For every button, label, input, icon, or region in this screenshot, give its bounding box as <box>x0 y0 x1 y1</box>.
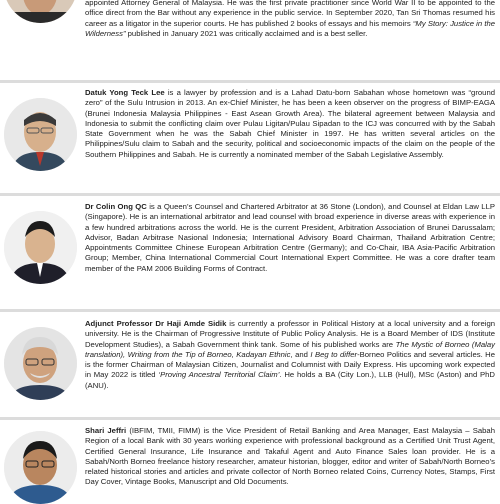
speaker-photo <box>4 431 77 504</box>
speaker-bio: Datuk Yong Teck Lee is a lawyer by profession and is a Lahad Datu-born Sabahan whose hometown was “ground zero” of the Sulu Intrusion in 2013. An ex-Chief Minister, he has been a keen observer on the progress of BIMP-EAGA (Brunei Indonesia Malaysia Philippines - East Asean Growth Area). The bilateral agreement between Malaysia and Indonesia to submit the conflicting claim over Pulau Ligitan/Pulau Sipadan to the ICJ was concurred with by the Sabah State Government when he was the Sabah Chief Minister in 1997. He has written several articles on the Philippines/Sulu claim to Sabah and the security, political and socioeconomic impacts of the claim on the people of the Southern Philippines and Sabah. He is currently a nominated member of the Sabah Legislative Assembly. <box>85 88 495 159</box>
speaker-bio: Shari Jeffri (IBFIM, TMII, FIMM) is the Vice President of Retail Banking and Area Manager, East Malaysia – Sabah Region of a local Bank with 30 years working experience with professional background as a Certified Unit Trust Agent, Certified General Insurance, Life Insurance and Takaful Agent and Auto Finance Sales loan provider. He is a Sabah/North Borneo freelance history researcher, amateur historian, blogger, editor and writer of Sabah/North Borneo’s related historical stories and articles and private collector of North Borneo related Coins, Currency Notes, Stamps, First Day Cover, Vintage Books, Manuscript and Old Documents. <box>85 426 495 487</box>
speaker-entry <box>0 0 500 78</box>
divider <box>0 80 500 83</box>
speaker-bio: Adjunct Professor Dr Haji Amde Sidik is currently a professor in Political History at a local university and a foreign university. He is the Chairman of Progressive Institute of Public Policy Analysis. He is a Board Member of IDS (Institute Development Studies), a Sabah Government think tank. Some of his published works are The Mystic of Borneo (Malay translation), Writing from the Tip of Borneo, Kadayan Ethnic, and I Beg to differ-Borneo Politics and several articles. He is the former Chairman of Malaysian Citizen, Journalist and Columnist with Daily Express. His upcoming work expected in May 2022 is titled ‘Proving Ancestral Territorial Claim’. He holds a BA (City Lon.), LLB (Hull), MSc (Aston) and PhD (ANU). <box>85 319 496 390</box>
speaker-entry <box>0 309 500 411</box>
speaker-bio: Dr Colin Ong QC is a Queen’s Counsel and Chartered Arbitrator at 36 Stone (London), and Counsel at Eldan Law LLP (Singapore). He is an international arbitrator and lead counsel with broad experience in diverse areas with experience in a few hundred arbitrations across the world. He is the current President, Arbitration Association of Brunei Darussalam; Advisor, Badan Arbitrase Nasional Indonesia; International Advisory Board Chairman, Thailand Arbitration Centre; Appointments Committee Chinese European Arbitration Centre (Germany); and Co-Chair, IBA Asia-Pacific Arbitration Group; Member, China International Commercial Court International Expert Committee. He was a core drafter team member of the PAM 2006 Building Forms of Contract. <box>85 202 495 273</box>
speaker-photo <box>4 211 77 284</box>
speaker-name: Datuk Yong Teck Lee <box>85 88 165 97</box>
speaker-name: Adjunct Professor Dr Haji Amde Sidik <box>85 319 227 328</box>
speaker-name: Dr Colin Ong QC <box>85 202 147 211</box>
speaker-entry <box>0 193 500 301</box>
speaker-photo <box>4 98 77 171</box>
speaker-entry <box>0 417 500 500</box>
speaker-photo <box>4 0 77 23</box>
speaker-photo <box>4 327 77 400</box>
divider <box>0 193 500 196</box>
speaker-bio: appointed Attorney General of Malaysia. He was the first private practitioner since World War II to be appointed to the office direct from the Bar without any experience in the public service. In September 2020, Tan Sri Thomas resumed his career as a litigator in the superior courts. He has published 2 books of essays and his memoirs “My Story: Justice in the Wilderness” published in January 2021 was critically acclaimed and is a best seller. <box>85 0 496 38</box>
divider <box>0 309 500 312</box>
speaker-name: Shari Jeffri <box>85 426 127 435</box>
divider <box>0 417 500 420</box>
speaker-entry <box>0 80 500 190</box>
